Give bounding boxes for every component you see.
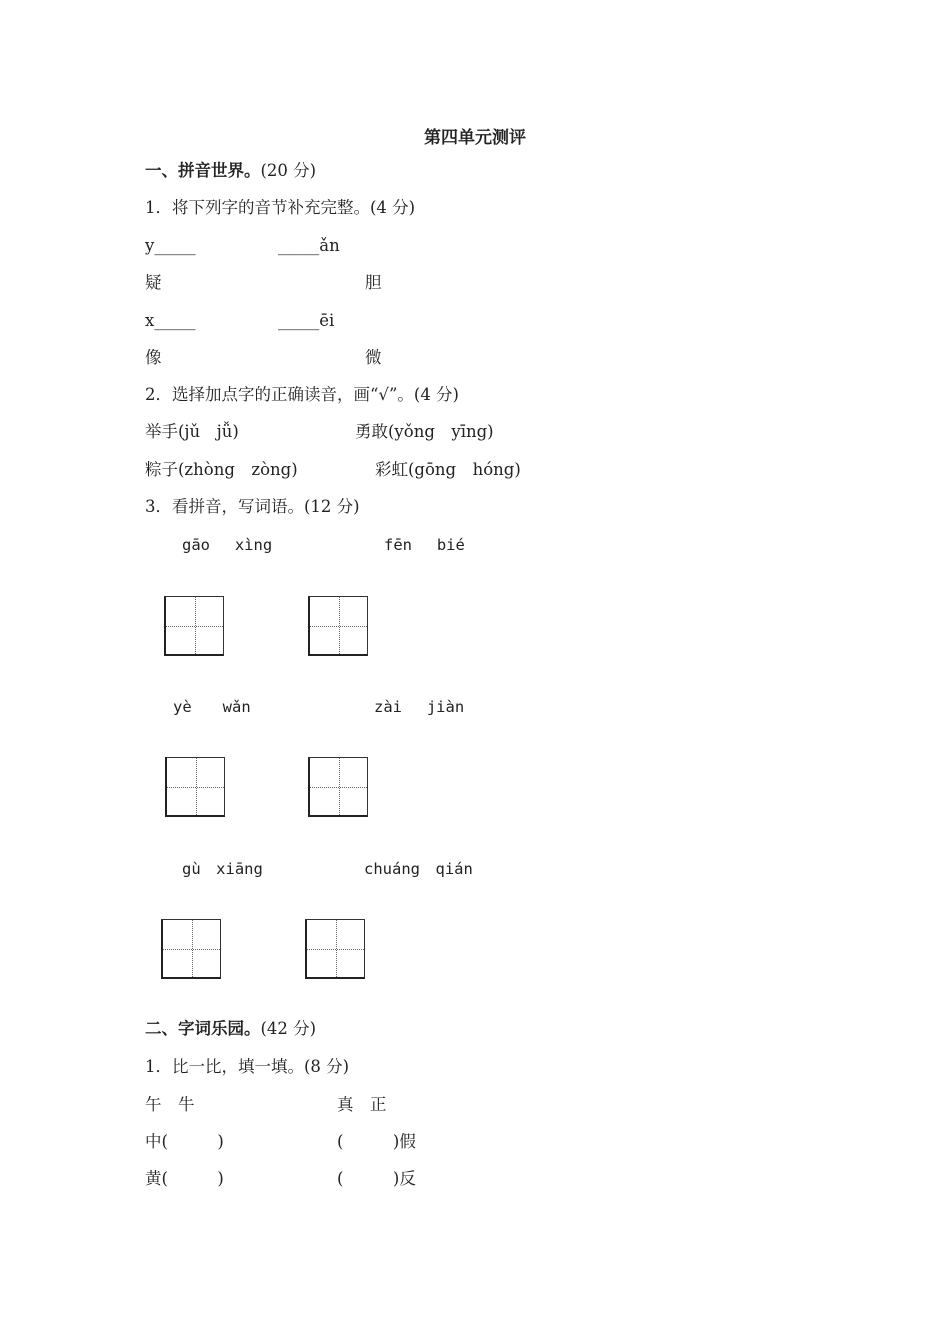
page-title: 第四单元测评 (424, 128, 526, 148)
section1-heading (145, 160, 316, 182)
q3-writing-grid[interactable] (308, 757, 368, 817)
q3-pinyin-yewan: yè wǎn (173, 698, 251, 716)
section2-heading (145, 1018, 316, 1040)
q1-blank-ei[interactable]: _____ēi (278, 311, 335, 330)
q1-text: 1．将下列字的音节补充完整。(4 分) (145, 198, 416, 217)
s2q1-blank-jia[interactable]: ( )假 (337, 1132, 416, 1151)
q2-item-zongzi[interactable]: 粽子(zhòng zòng) (145, 460, 298, 479)
q1-blank-an[interactable]: _____ǎn (278, 236, 340, 255)
q2-text: 2．选择加点字的正确读音，画“√”。(4 分) (145, 385, 459, 404)
q2-item-caihong[interactable]: 彩虹(gōng hóng) (375, 460, 521, 479)
s2q1-blank-huang[interactable]: 黄( ) (145, 1169, 224, 1188)
q3-pinyin-zaijian: zài jiàn (374, 698, 465, 716)
s2q1-text: 1．比一比，填一填。(8 分) (145, 1057, 350, 1076)
q2-item-yonggan[interactable]: 勇敢(yǒng yīng) (355, 422, 494, 441)
q3-pinyin-gaoxing: gāo xìng (182, 536, 273, 554)
section2-heading-text: 二、字词乐园。 (145, 1019, 261, 1038)
q1-blank-y[interactable]: y_____ (145, 236, 196, 255)
q3-writing-grid[interactable] (165, 757, 225, 817)
q3-writing-grid[interactable] (161, 919, 221, 979)
q3-writing-grid[interactable] (305, 919, 365, 979)
s2q1-blank-zhong[interactable]: 中( ) (145, 1132, 224, 1151)
q3-writing-grid[interactable] (308, 596, 368, 656)
q3-pinyin-guxiang: gù xiāng (182, 860, 263, 878)
s2q1-pair-zhenzheng: 真 正 (337, 1095, 387, 1114)
q3-pinyin-chuangqian: chuáng qián (364, 860, 473, 878)
s2q1-pair-wuniu: 午 牛 (145, 1095, 195, 1114)
q1-char-wei: 微 (365, 348, 382, 367)
q3-writing-grid[interactable] (164, 596, 224, 656)
section1-points: (20 分) (260, 161, 317, 180)
q1-blank-x[interactable]: x_____ (145, 311, 196, 330)
q2-item-jushou[interactable]: 举手(jǔ jǚ) (145, 422, 239, 441)
q1-char-dan: 胆 (365, 273, 382, 292)
q3-text: 3．看拼音，写词语。(12 分) (145, 497, 360, 516)
q3-pinyin-fenbie: fēn bié (384, 536, 465, 554)
section1-heading-text: 一、拼音世界。 (145, 161, 261, 180)
q1-char-xiang: 像 (145, 348, 162, 367)
s2q1-blank-fan[interactable]: ( )反 (337, 1169, 416, 1188)
q1-char-yi: 疑 (145, 273, 162, 292)
section2-points: (42 分) (260, 1019, 317, 1038)
